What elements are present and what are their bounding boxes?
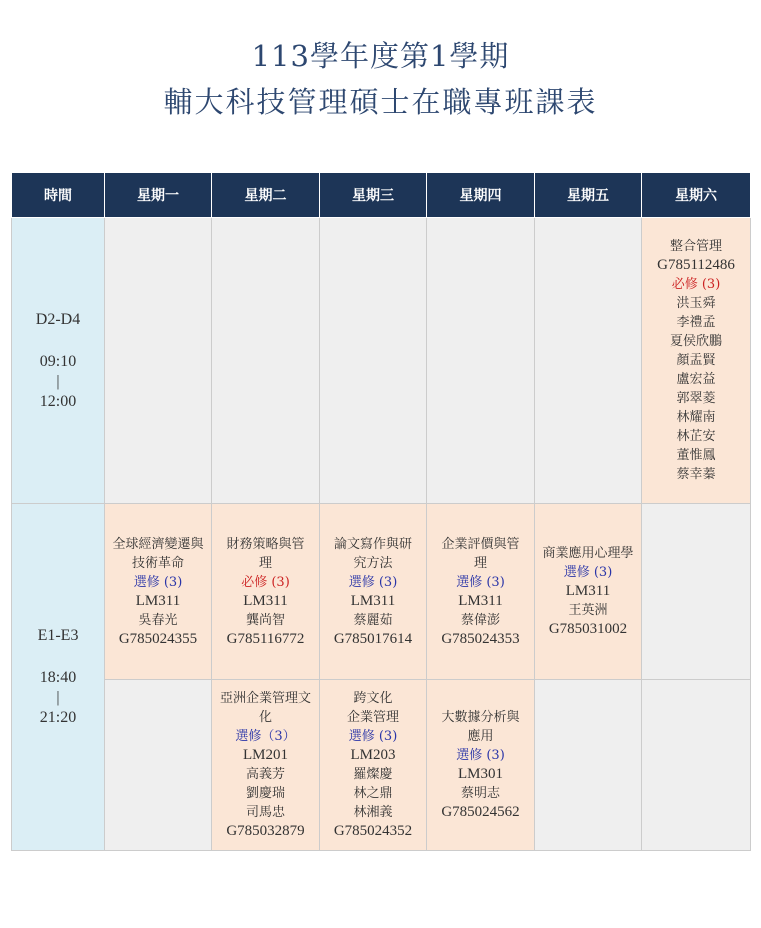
course-cell-monday-evening (105, 504, 212, 680)
course-room: LM201 (243, 747, 288, 763)
course-room: LM311 (565, 583, 611, 599)
course-name: 企業評價與管理 (441, 536, 520, 571)
morning-row (12, 218, 751, 504)
course-cell-thursday-evening (427, 504, 535, 680)
empty-cell (320, 218, 427, 504)
course-type: 必修 (3) (671, 277, 721, 292)
teacher: 劉慶瑞 (245, 786, 285, 801)
teacher: 蔡明志 (460, 786, 500, 801)
course-room: LM311 (243, 592, 288, 609)
empty-cell (535, 680, 642, 851)
course-code: G785024562 (441, 804, 520, 820)
course-type: 選修 (3) (563, 565, 613, 580)
empty-cell (642, 504, 751, 680)
teacher: 王英洲 (568, 603, 608, 618)
course-type: 選修 (3) (348, 729, 398, 744)
teacher: 顏盂賢 (676, 353, 716, 368)
teacher: 蔡偉澎 (460, 612, 500, 628)
course-cell-friday-evening (535, 504, 642, 680)
header-tuesday: 星期二 (212, 173, 320, 218)
course-room: LM311 (458, 592, 503, 609)
course-code: G785024355 (118, 630, 198, 647)
teacher: 林耀南 (676, 410, 716, 425)
start-time: 18:40 (39, 669, 77, 686)
course-cell-saturday-morning (642, 218, 751, 504)
empty-cell (642, 680, 751, 851)
course-name: 商業應用心理學 (542, 546, 634, 561)
header-thursday: 星期四 (427, 173, 535, 218)
empty-cell (535, 218, 642, 504)
course-name: 亞洲企業管理文化 (219, 691, 311, 725)
teacher: 司馬忠 (245, 805, 285, 820)
teacher: 林湘義 (353, 805, 393, 820)
teacher: 林之鼎 (353, 786, 393, 801)
page-title-program: 輔大科技管理碩士在職專班課表 (163, 85, 598, 119)
evening-row-2 (12, 680, 751, 851)
course-type: 必修 (3) (241, 574, 290, 590)
course-cell-thursday-evening-2 (427, 680, 535, 851)
time-slot-evening (12, 504, 105, 851)
course-room: LM203 (350, 747, 396, 763)
header-time: 時間 (12, 173, 105, 218)
course-type: 選修 (3) (456, 748, 505, 763)
course-code: G785017614 (333, 630, 413, 647)
period-label: E1-E3 (37, 627, 79, 644)
teacher: 夏侯欣鵬 (669, 334, 722, 349)
course-code: G785116772 (226, 630, 305, 647)
header-row (12, 173, 751, 218)
course-type: 選修（3） (235, 729, 296, 744)
course-code: G785032879 (226, 823, 305, 839)
course-name: 大數據分析與應用 (441, 710, 520, 744)
teacher: 林芷安 (676, 429, 716, 444)
time-separator: | (56, 689, 60, 706)
evening-row-1 (12, 504, 751, 680)
header-monday: 星期一 (105, 173, 212, 218)
course-room: LM311 (135, 592, 181, 609)
teacher: 羅燦慶 (353, 767, 393, 782)
course-code: G785024352 (333, 823, 413, 839)
course-code: G785112486 (657, 257, 735, 273)
teacher: 蔡麗茹 (353, 612, 393, 628)
page-title-semester: 113學年度第1學期 (251, 39, 510, 73)
course-name: 全球經濟變遷與技術革命 (112, 536, 204, 571)
teacher: 高義芳 (245, 767, 285, 782)
course-type: 選修 (3) (133, 574, 183, 590)
course-name-line2: 企業管理 (346, 710, 399, 725)
teacher: 蔡幸蓁 (676, 467, 716, 482)
teacher: 李禮孟 (676, 315, 716, 330)
empty-cell (212, 218, 320, 504)
teacher: 郭翠菱 (676, 391, 716, 406)
course-cell-tuesday-evening-2 (212, 680, 320, 851)
course-cell-wednesday-evening (320, 504, 427, 680)
header-saturday: 星期六 (642, 173, 751, 218)
end-time: 21:20 (39, 709, 77, 726)
course-code: G785031002 (548, 621, 628, 637)
teacher: 董惟鳳 (676, 448, 716, 463)
course-name: 論文寫作與研究方法 (333, 536, 412, 571)
teacher: 龔尚智 (245, 612, 285, 628)
header-wednesday: 星期三 (320, 173, 427, 218)
time-slot-morning (12, 218, 105, 504)
course-cell-wednesday-evening-2 (320, 680, 427, 851)
course-name: 整合管理 (669, 239, 722, 254)
course-name: 財務策略與管理 (226, 536, 305, 571)
course-type: 選修 (3) (456, 574, 505, 590)
course-cell-tuesday-evening (212, 504, 320, 680)
course-room: LM311 (350, 592, 396, 609)
schedule-table (11, 172, 751, 851)
empty-cell (427, 218, 535, 504)
period-label: D2-D4 (35, 310, 81, 328)
time-separator: | (56, 372, 60, 390)
teacher: 吳春光 (138, 612, 178, 628)
start-time: 09:10 (39, 352, 77, 370)
empty-cell (105, 218, 212, 504)
header-friday: 星期五 (535, 173, 642, 218)
course-code: G785024353 (441, 630, 520, 647)
end-time: 12:00 (39, 392, 77, 410)
teacher: 盧宏益 (676, 372, 716, 387)
teacher: 洪玉舜 (676, 296, 716, 311)
course-room: LM301 (458, 766, 503, 782)
empty-cell (105, 680, 212, 851)
course-type: 選修 (3) (348, 574, 398, 590)
course-name-line1: 跨文化 (353, 691, 393, 706)
